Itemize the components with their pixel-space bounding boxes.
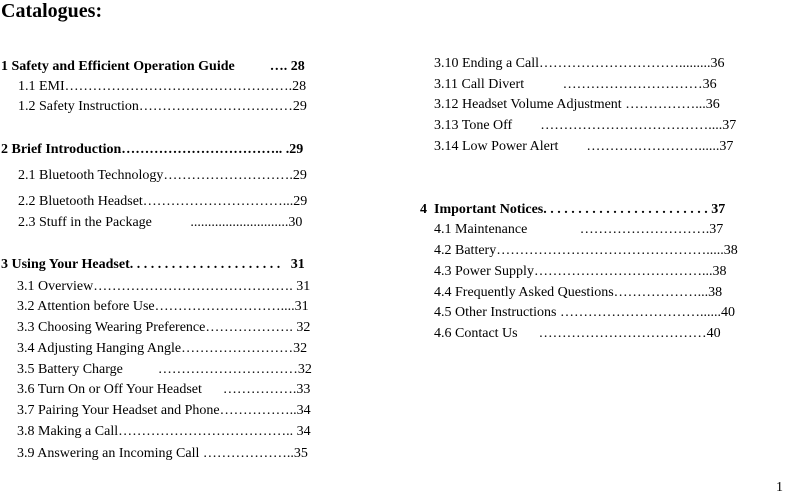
page-number: 1 bbox=[776, 480, 783, 495]
toc-entry-3-8[interactable]: 3.8 Making a Call……………………………….. 34 bbox=[17, 424, 311, 439]
toc-entry-3-9[interactable]: 3.9 Answering an Incoming Call ………………..35 bbox=[17, 446, 308, 461]
toc-entry-4-1[interactable]: 4.1 Maintenance ……………………….37 bbox=[434, 222, 724, 237]
page-title: Catalogues: bbox=[1, 0, 103, 22]
toc-entry-3-14[interactable]: 3.14 Low Power Alert ……………………......37 bbox=[434, 139, 734, 154]
toc-section-2[interactable]: 2 Brief Introduction…………………………….. .29 bbox=[1, 142, 304, 157]
toc-entry-2-3[interactable]: 2.3 Stuff in the Package ............................30 bbox=[18, 215, 303, 230]
toc-entry-4-4[interactable]: 4.4 Frequently Asked Questions………………...38 bbox=[434, 285, 723, 300]
toc-entry-4-6[interactable]: 4.6 Contact Us ………………………………40 bbox=[434, 326, 721, 341]
toc-entry-1-1[interactable]: 1.1 EMI………………………………………….28 bbox=[18, 79, 307, 94]
toc-section-1[interactable]: 1 Safety and Efficient Operation Guide …. 28 bbox=[1, 59, 305, 74]
toc-entry-3-7[interactable]: 3.7 Pairing Your Headset and Phone……………..34 bbox=[17, 403, 311, 418]
toc-section-4[interactable]: 4 Important Notices. . . . . . . . . . . . . . . . . . . . . . . . 37 bbox=[420, 202, 726, 217]
toc-entry-3-10[interactable]: 3.10 Ending a Call………………………….........36 bbox=[434, 56, 725, 71]
toc-entry-3-2[interactable]: 3.2 Attention before Use………………………....31 bbox=[17, 299, 309, 314]
toc-section-3[interactable]: 3 Using Your Headset. . . . . . . . . . . . . . . . . . . . . . 31 bbox=[1, 257, 305, 272]
toc-entry-2-2[interactable]: 2.2 Bluetooth Headset…………………………...29 bbox=[18, 194, 308, 209]
toc-entry-3-13[interactable]: 3.13 Tone Off ………………………………....37 bbox=[434, 118, 737, 133]
toc-entry-2-1[interactable]: 2.1 Bluetooth Technology……………………….29 bbox=[18, 168, 307, 183]
toc-entry-3-1[interactable]: 3.1 Overview……………………………………. 31 bbox=[17, 279, 311, 294]
toc-entry-1-2[interactable]: 1.2 Safety Instruction……………………………29 bbox=[18, 99, 307, 114]
toc-entry-3-11[interactable]: 3.11 Call Divert …………………………36 bbox=[434, 77, 717, 92]
toc-entry-4-2[interactable]: 4.2 Battery……………………………………….....38 bbox=[434, 243, 738, 258]
toc-entry-3-6[interactable]: 3.6 Turn On or Off Your Headset …………….33 bbox=[17, 382, 311, 397]
toc-entry-4-5[interactable]: 4.5 Other Instructions …………………………......40 bbox=[434, 305, 735, 320]
toc-entry-3-12[interactable]: 3.12 Headset Volume Adjustment ……………...36 bbox=[434, 97, 720, 112]
toc-entry-3-5[interactable]: 3.5 Battery Charge …………………………32 bbox=[17, 362, 312, 377]
toc-entry-4-3[interactable]: 4.3 Power Supply………………………………...38 bbox=[434, 264, 727, 279]
toc-entry-3-4[interactable]: 3.4 Adjusting Hanging Angle……………………32 bbox=[17, 341, 308, 356]
toc-entry-3-3[interactable]: 3.3 Choosing Wearing Preference………………. 32 bbox=[17, 320, 311, 335]
